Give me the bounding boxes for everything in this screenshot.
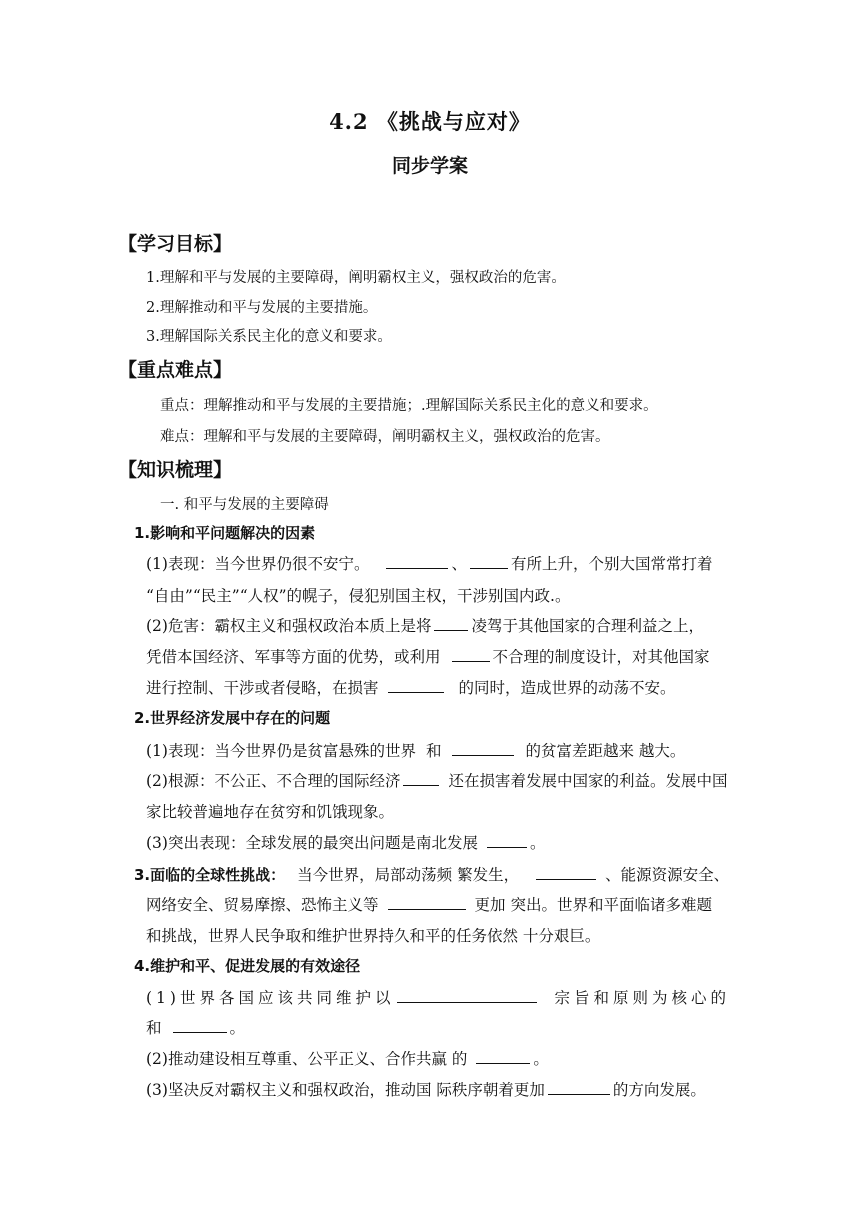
fill-blank[interactable]	[470, 567, 508, 569]
section-4-line: (1)世界各国应该共同维护以 宗旨和原则为核心的	[146, 989, 730, 1007]
section-2-line: 家比较普遍地存在贫穷和饥饿现象。	[146, 803, 395, 821]
keypoints-heading: 【重点难点】	[118, 359, 233, 381]
section-2-title: 2.世界经济发展中存在的问题	[134, 709, 331, 727]
section-2-line: (1)表现：当今世界仍是贫富悬殊的世界 和 的贫富差距越来 越大。	[146, 742, 686, 760]
fill-blank[interactable]	[388, 691, 444, 693]
part-heading: 一. 和平与发展的主要障碍	[160, 497, 329, 513]
focus-text: 重点：理解推动和平与发展的主要措施；.理解国际关系民主化的意义和要求。	[160, 398, 658, 414]
fill-blank[interactable]	[476, 1062, 530, 1064]
section-3-line: 网络安全、贸易摩擦、恐怖主义等 更加 突出。世界和平面临诸多难题	[146, 896, 712, 914]
difficulty-text: 难点：理解和平与发展的主要障碍，阐明霸权主义，强权政治的危害。	[160, 429, 610, 445]
page-title: 4.2 《挑战与应对》	[329, 109, 531, 134]
section-1-line: “自由”“民主”“人权”的幌子，侵犯别国主权，干涉别国内政.。	[146, 587, 571, 605]
fill-blank[interactable]	[452, 660, 490, 662]
fill-blank[interactable]	[173, 1031, 227, 1033]
fill-blank[interactable]	[487, 846, 527, 848]
fill-blank[interactable]	[403, 784, 439, 786]
objective-item: 3.理解国际关系民主化的意义和要求。	[146, 329, 392, 345]
page-subtitle: 同步学案	[391, 155, 468, 177]
fill-blank[interactable]	[536, 878, 596, 880]
fill-blank[interactable]	[388, 908, 466, 910]
fill-blank[interactable]	[386, 567, 448, 569]
section-1-line: (2)危害：霸权主义和强权政治本质上是将 凌驾于其他国家的合理利益之上，	[146, 617, 704, 635]
section-1-line: (1)表现：当今世界仍很不安宁。 、 有所上升，个别大国常常打着	[146, 555, 713, 573]
section-1-title: 1.影响和平问题解决的因素	[134, 524, 316, 542]
section-1-line: 凭借本国经济、军事等方面的优势，或利用 不合理的制度设计，对其他国家	[146, 648, 710, 666]
fill-blank[interactable]	[397, 1001, 537, 1003]
section-2-line: (3)突出表现：全球发展的最突出问题是南北发展 。	[146, 834, 546, 852]
objectives-heading: 【学习目标】	[118, 233, 233, 255]
fill-blank[interactable]	[434, 629, 468, 631]
knowledge-heading: 【知识梳理】	[118, 459, 233, 481]
section-2-line: (2)根源：不公正、不合理的国际经济 还在损害着发展中国家的利益。发展中国	[146, 772, 728, 790]
section-4-title: 4.维护和平、促进发展的有效途径	[134, 957, 361, 975]
section-3-line: 和挑战，世界人民争取和维护世界持久和平的任务依然 十分艰巨。	[146, 927, 601, 945]
section-4-line: 和 。	[146, 1019, 246, 1037]
section-3-title: 3.面临的全球性挑战：	[134, 866, 286, 884]
section-4-line: (3)坚决反对霸权主义和强权政治，推动国 际秩序朝着更加 的方向发展。	[146, 1081, 706, 1099]
section-1-line: 进行控制、干涉或者侵略，在损害 的同时，造成世界的动荡不安。	[146, 679, 676, 697]
section-4-line: (2)推动建设相互尊重、公平正义、合作共赢 的 。	[146, 1050, 549, 1068]
section-3-line: 3.面临的全球性挑战： 当今世界，局部动荡频 繁发生， 、能源资源安全、	[134, 866, 730, 884]
fill-blank[interactable]	[548, 1093, 610, 1095]
objective-item: 1.理解和平与发展的主要障碍，阐明霸权主义，强权政治的危害。	[146, 270, 566, 286]
fill-blank[interactable]	[452, 754, 514, 756]
objective-item: 2.理解推动和平与发展的主要措施。	[146, 300, 378, 316]
